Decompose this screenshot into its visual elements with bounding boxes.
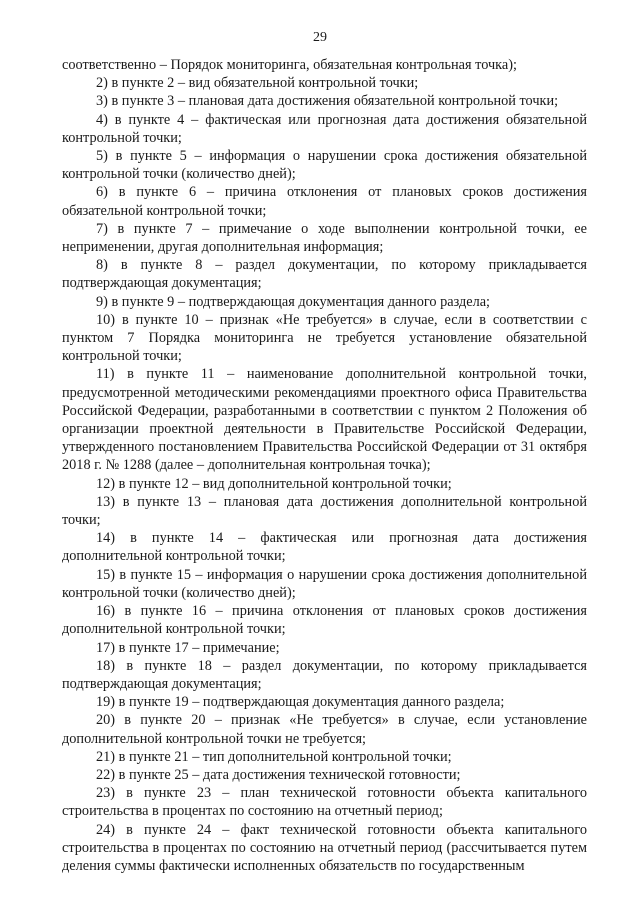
paragraph: 18) в пункте 18 – раздел документации, по которому прикладывается подтверждающая документация; — [62, 657, 587, 692]
paragraph: 6) в пункте 6 – причина отклонения от плановых сроков достижения обязательной контрольной точки; — [62, 184, 587, 219]
paragraph: 9) в пункте 9 – подтверждающая документация данного раздела; — [96, 293, 491, 310]
paragraph: 13) в пункте 13 – плановая дата достижения дополнительной контрольной точки; — [62, 493, 587, 529]
paragraph: 10) в пункте 10 – признак «Не требуется» в случае, если в соответствии с пунктом 7 Порядка мониторинга не требуется установление обязательной контрольной точки; — [62, 311, 587, 365]
paragraph: 5) в пункте 5 – информация о нарушении срока достижения обязательной контрольной точки (количество дней); — [62, 148, 587, 183]
paragraph: 3) в пункте 3 – плановая дата достижения обязательной контрольной точки; — [96, 93, 559, 110]
paragraph: 4) в пункте 4 – фактическая или прогнозная дата достижения обязательной контрольной точки; — [62, 111, 587, 146]
paragraph: 12) в пункте 12 – вид дополнительной контрольной точки; — [96, 475, 452, 492]
paragraph: 7) в пункте 7 – примечание о ходе выполнении контрольной точки, ее неприменении, другая дополнительная информация; — [62, 220, 587, 256]
paragraph: 2) в пункте 2 – вид обязательной контрольной точки; — [96, 75, 419, 92]
paragraph: 24) в пункте 24 – факт технической готовности объекта капитального строительства в процентах по состоянию на отчетный период (рассчитывается путем деления суммы фактически исполненных обязательств по государственным — [62, 821, 587, 874]
paragraph: 15) в пункте 15 – информация о нарушении срока достижения дополнительной контрольной точки (количество дней); — [62, 566, 587, 601]
paragraph: 22) в пункте 25 – дата достижения технической готовности; — [96, 766, 461, 783]
paragraph: 23) в пункте 23 – план технической готовности объекта капитального строительства в процентах по состоянию на отчетный период; — [62, 785, 587, 820]
paragraph: 16) в пункте 16 – причина отклонения от плановых сроков достижения дополнительной контрольной точки; — [62, 603, 587, 638]
paragraph: 11) в пункте 11 – наименование дополнительной контрольной точки, предусмотренной методическими рекомендациями проектного офиса Правительства Российской Федерации, разработанными в соответствии с пунктом 2 Положения об организации проектной деятельности в Правительстве Российской Федерации, утвержденного постановлением Правительства Российской Федерации от 31 октября 2018 г. № 1288 (далее – дополнительная контрольная точка); — [62, 366, 587, 474]
document-body — [62, 56, 587, 875]
paragraph: 17) в пункте 17 – примечание; — [96, 639, 280, 656]
paragraph: соответственно – Порядок мониторинга, обязательная контрольная точка); — [62, 57, 517, 73]
paragraph: 19) в пункте 19 – подтверждающая документация данного раздела; — [96, 694, 505, 711]
paragraph: 8) в пункте 8 – раздел документации, по которому прикладывается подтверждающая документация; — [62, 257, 587, 292]
paragraph: 14) в пункте 14 – фактическая или прогнозная дата достижения дополнительной контрольной точки; — [62, 530, 587, 565]
page-number: 29 — [313, 30, 327, 45]
paragraph: 20) в пункте 20 – признак «Не требуется» в случае, если установление дополнительной контрольной точки не требуется; — [62, 712, 587, 747]
paragraph: 21) в пункте 21 – тип дополнительной контрольной точки; — [96, 748, 452, 765]
